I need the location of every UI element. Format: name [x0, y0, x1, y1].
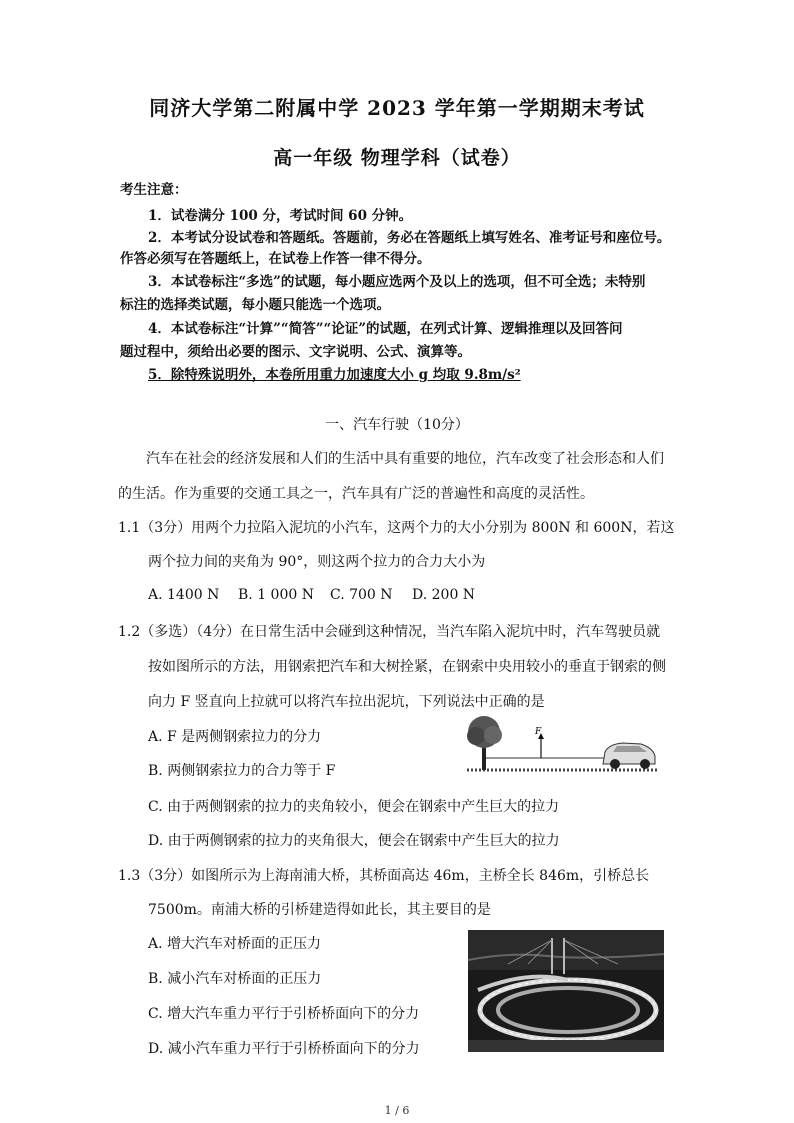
notice-line-2b: 作答必须写在答题纸上，在试卷上作答一律不得分。 — [120, 251, 431, 267]
q1-3-stem-1: 1.3（3分）如图所示为上海南浦大桥，其桥面高达 46m，主桥全长 846m，引桥总长 — [118, 868, 650, 884]
notice-line-4b: 题过程中，须给出必要的图示、文字说明、公式、演算等。 — [120, 344, 471, 360]
q1-1-stem-1: 1.1（3分）用两个力拉陷入泥坑的小汽车，这两个力的大小分别为 800N 和 600N，若这 — [118, 520, 675, 536]
section-intro-2: 的生活。作为重要的交通工具之一，汽车具有广泛的普遍性和高度的灵活性。 — [118, 486, 594, 502]
q1-3-option-b: B. 减小汽车对桥面的正压力 — [148, 971, 322, 987]
notice-line-3: 3．本试卷标注“多选”的试题，每小题应选两个及以上的选项，但不可全选；未特别 — [148, 274, 646, 290]
q1-1-stem-2: 两个拉力间的夹角为 90°，则这两个拉力的合力大小为 — [148, 554, 486, 570]
q1-2-option-b: B. 两侧钢索拉力的合力等于 F — [148, 763, 336, 779]
section-heading: 一、汽车行驶（10分） — [325, 417, 469, 433]
tree-car-figure — [463, 712, 663, 776]
page-number: 1 / 6 — [384, 1104, 410, 1117]
q1-2-option-a: A. F 是两侧钢索拉力的分力 — [148, 729, 322, 745]
car-wheel-rear — [640, 759, 650, 769]
notice-line-4: 4．本试卷标注“计算”“简答”“论证”的试题，在列式计算、逻辑推理以及回答问 — [148, 321, 623, 337]
q1-2-option-c: C. 由于两侧钢索的拉力的夹角较小，便会在钢索中产生巨大的拉力 — [148, 799, 560, 815]
q1-1-option-b: B. 1 000 N — [238, 587, 314, 603]
nanpu-bridge-photo — [468, 930, 664, 1052]
q1-2-option-d: D. 由于两侧钢索的拉力的夹角很大，便会在钢索中产生巨大的拉力 — [148, 833, 560, 849]
force-label: F — [535, 727, 542, 737]
q1-1-option-a: A. 1400 N — [148, 587, 220, 603]
notice-line-5: 5．除特殊说明外，本卷所用重力加速度大小 g 均取 9.8m/s² — [148, 367, 521, 383]
notice-line-1: 1．试卷满分 100 分，考试时间 60 分钟。 — [148, 208, 413, 224]
notice-line-3b: 标注的选择类试题，每小题只能选一个选项。 — [120, 297, 390, 313]
q1-3-option-c: C. 增大汽车重力平行于引桥桥面向下的分力 — [148, 1006, 420, 1022]
car-wheel-front — [610, 759, 620, 769]
q1-3-option-d: D. 减小汽车重力平行于引桥桥面向下的分力 — [148, 1041, 420, 1057]
q1-1-option-d: D. 200 N — [412, 587, 476, 603]
section-intro-1: 汽车在社会的经济发展和人们的生活中具有重要的地位，汽车改变了社会形态和人们 — [146, 451, 664, 467]
q1-1-option-c: C. 700 N — [330, 587, 393, 603]
q1-2-stem-1: 1.2（多选）（4分）在日常生活中会碰到这种情况，当汽车陷入泥坑中时，汽车驾驶员就 — [118, 624, 661, 640]
exam-subtitle: 高一年级 物理学科（试卷） — [273, 147, 521, 169]
exam-title: 同济大学第二附属中学 2023 学年第一学期期末考试 — [149, 96, 645, 120]
q1-3-stem-2: 7500m。南浦大桥的引桥建造得如此长，其主要目的是 — [148, 902, 491, 918]
q1-2-stem-3: 向力 F 竖直向上拉就可以将汽车拉出泥坑，下列说法中正确的是 — [148, 694, 545, 710]
q1-3-option-a: A. 增大汽车对桥面的正压力 — [148, 936, 322, 952]
notice-line-2: 2．本考试分设试卷和答题纸。答题前，务必在答题纸上填写姓名、准考证号和座位号。 — [148, 230, 671, 246]
q1-2-stem-2: 按如图所示的方法，用钢索把汽车和大树拴紧，在钢索中央用较小的垂直于钢索的侧 — [148, 659, 666, 675]
notice-heading: 考生注意： — [120, 182, 188, 198]
